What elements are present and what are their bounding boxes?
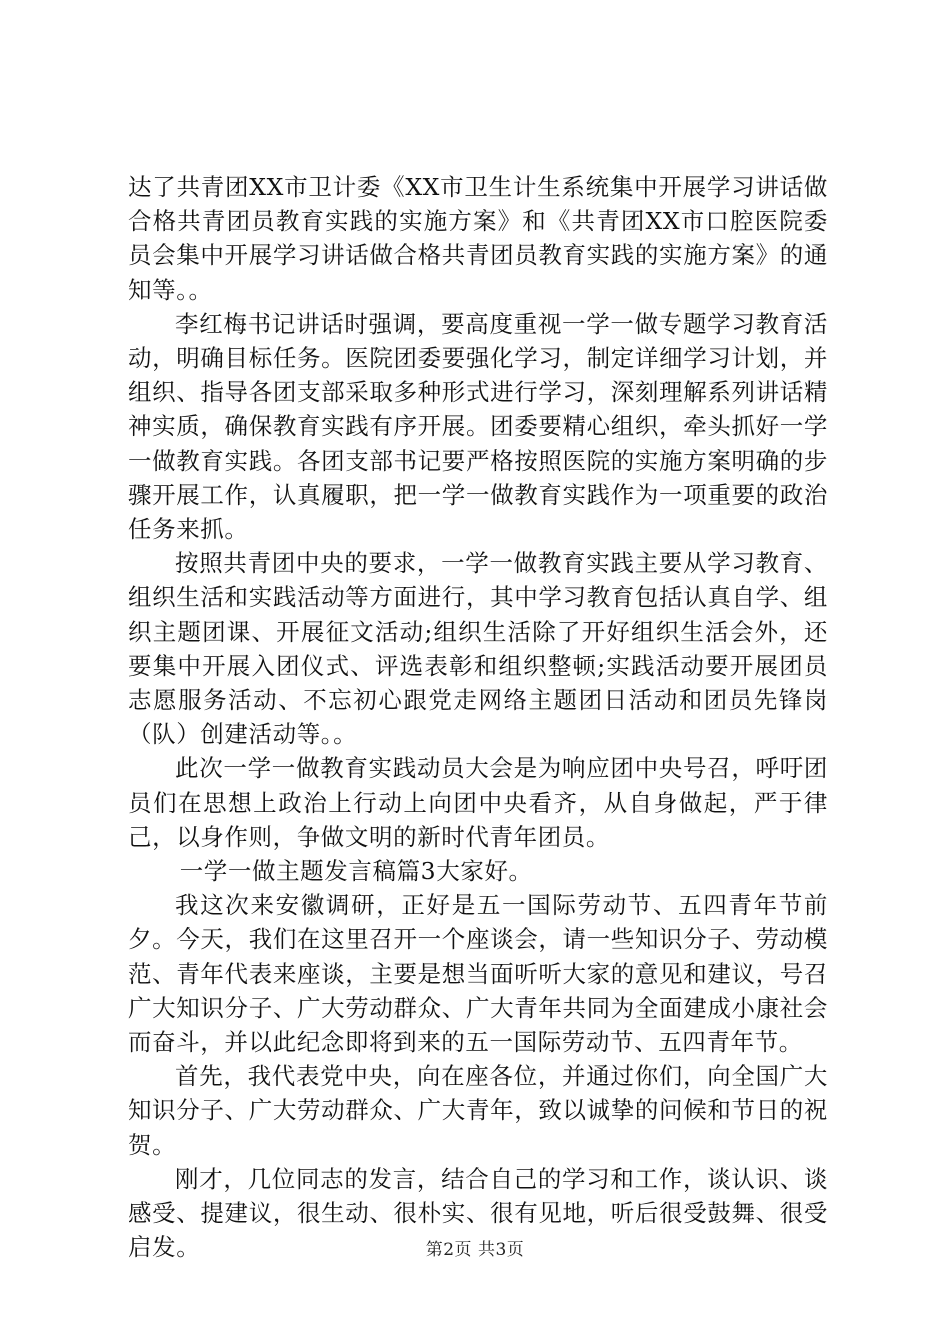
paragraph-2: 李红梅书记讲话时强调，要高度重视一学一做专题学习教育活动，明确目标任务。医院团委要强化学习，制定详细学习计划，并组织、指导各团支部采取多种形式进行学习，深刻理解系列讲话精神实质，确保教育实践有序开展。团委要精心组织，牵头抓好一学一做教育实践。各团支部书记要严格按照医院的实施方案明确的步骤开展工作，认真履职，把一学一做教育实践作为一项重要的政治任务来抓。 [128, 309, 828, 544]
paragraph-8: 刚才，几位同志的发言，结合自己的学习和工作，谈认识、谈感受、提建议，很生动、很朴实、很有见地，听后很受鼓舞、很受启发。 [128, 1164, 828, 1262]
paragraph-7: 首先，我代表党中央，向在座各位，并通过你们，向全国广大知识分子、广大劳动群众、广大青年，致以诚挚的问候和节日的祝贺。 [128, 1062, 828, 1159]
page-number-footer: 第2页 共3页 [425, 1240, 525, 1260]
document-body [128, 170, 828, 1265]
paragraph-3: 按照共青团中央的要求，一学一做教育实践主要从学习教育、组织生活和实践活动等方面进行，其中学习教育包括认真自学、组织主题团课、开展征文活动;组织生活除了开好组织生活会外，还要集中开展入团仪式、评选表彰和组织整顿;实践活动要开展团员志愿服务活动、不忘初心跟党走网络主题团日活动和团员先锋岗（队）创建活动等。。 [128, 549, 828, 749]
paragraph-1: 达了共青团XX市卫计委《XX市卫生计生系统集中开展学习讲话做合格共青团员教育实践的实施方案》和《共青团XX市口腔医院委员会集中开展学习讲话做合格共青团员教育实践的实施方案》的通知等。。 [128, 173, 828, 304]
paragraph-5-heading: 一学一做主题发言稿篇3大家好。 [179, 857, 533, 886]
paragraph-6: 我这次来安徽调研，正好是五一国际劳动节、五四青年节前夕。今天，我们在这里召开一个座谈会，请一些知识分子、劳动模范、青年代表来座谈，主要是想当面听听大家的意见和建议，号召广大知识分子、广大劳动群众、广大青年共同为全面建成小康社会而奋斗，并以此纪念即将到来的五一国际劳动节、五四青年节。 [128, 891, 828, 1057]
paragraph-4: 此次一学一做教育实践动员大会是为响应团中央号召，呼吁团员们在思想上政治上行动上向团中央看齐，从自身做起，严于律己，以身作则，争做文明的新时代青年团员。 [128, 754, 828, 851]
